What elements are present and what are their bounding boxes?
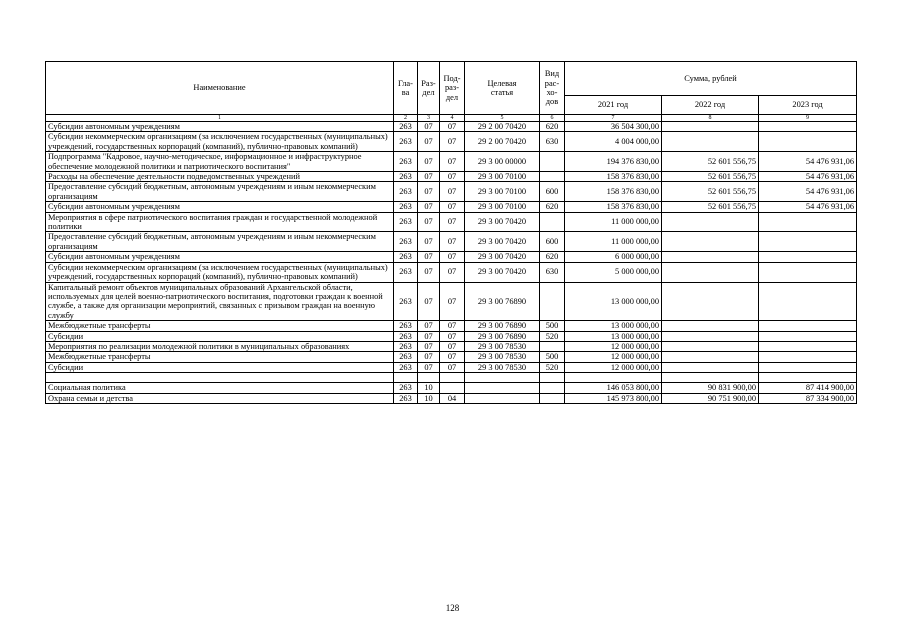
row-target: 29 3 00 78530	[465, 362, 540, 372]
table-row	[46, 172, 857, 182]
row-expense-type: 630	[540, 132, 565, 152]
row-expense-type: 500	[540, 352, 565, 362]
row-sum-2022: 90 751 900,00	[662, 393, 759, 403]
row-target	[465, 383, 540, 393]
row-chapter: 263	[394, 362, 418, 372]
row-sum-2022	[662, 331, 759, 341]
row-chapter: 263	[394, 321, 418, 331]
row-sum-2023	[759, 352, 857, 362]
row-target: 29 3 00 00000	[465, 152, 540, 172]
row-section: 07	[418, 152, 440, 172]
row-section: 10	[418, 393, 440, 403]
row-name: Предоставление субсидий бюджетным, автономным учреждениям и иным некоммерческим организациям	[46, 182, 394, 202]
column-number: 4	[440, 115, 465, 122]
row-name: Мероприятия в сфере патриотического воспитания граждан и государственной молодежной политики	[46, 212, 394, 232]
row-sum-2021: 12 000 000,00	[565, 362, 662, 372]
table-row	[46, 182, 857, 202]
row-subsection: 07	[440, 152, 465, 172]
table-row	[46, 152, 857, 172]
row-subsection: 07	[440, 172, 465, 182]
table-row	[46, 212, 857, 232]
row-chapter: 263	[394, 232, 418, 252]
row-target: 29 3 00 76890	[465, 282, 540, 321]
row-sum-2021: 13 000 000,00	[565, 331, 662, 341]
row-expense-type	[540, 341, 565, 351]
row-chapter: 263	[394, 202, 418, 212]
page-number: 128	[445, 603, 460, 613]
header-year-2023: 2023 год	[759, 96, 857, 115]
column-number: 3	[418, 115, 440, 122]
row-subsection: 07	[440, 262, 465, 282]
row-sum-2022	[662, 262, 759, 282]
row-expense-type	[540, 383, 565, 393]
row-target: 29 3 00 76890	[465, 321, 540, 331]
row-name: Субсидии автономным учреждениям	[46, 202, 394, 212]
row-target: 29 3 00 70420	[465, 262, 540, 282]
row-name: Капитальный ремонт объектов муниципальных образований Архангельской области, используемых для целей военно-патриотического воспитания, подготовки граждан к военной службе, а также для организации мероприятий, связанных с призывом граждан на военную службу	[46, 282, 394, 321]
table-row	[46, 262, 857, 282]
table-row	[46, 341, 857, 351]
row-sum-2023	[759, 282, 857, 321]
row-sum-2021: 158 376 830,00	[565, 182, 662, 202]
row-sum-2023: 87 414 900,00	[759, 383, 857, 393]
row-expense-type: 520	[540, 331, 565, 341]
header-section: Раз- дел	[418, 62, 440, 115]
row-expense-type	[540, 282, 565, 321]
row-sum-2021: 36 504 300,00	[565, 122, 662, 132]
row-name: Субсидии автономным учреждениям	[46, 122, 394, 132]
row-sum-2021: 11 000 000,00	[565, 212, 662, 232]
row-expense-type: 620	[540, 202, 565, 212]
row-section: 07	[418, 182, 440, 202]
header-year-2022: 2022 год	[662, 96, 759, 115]
row-sum-2022	[662, 232, 759, 252]
empty-cell	[662, 373, 759, 383]
empty-cell	[418, 373, 440, 383]
row-sum-2021: 194 376 830,00	[565, 152, 662, 172]
table-row	[46, 362, 857, 372]
header-sum: Сумма, рублей	[565, 62, 857, 96]
row-expense-type	[540, 393, 565, 403]
row-sum-2023	[759, 212, 857, 232]
row-expense-type: 630	[540, 262, 565, 282]
row-chapter: 263	[394, 132, 418, 152]
table-row	[46, 352, 857, 362]
row-subsection: 04	[440, 393, 465, 403]
row-expense-type: 600	[540, 232, 565, 252]
empty-cell	[46, 373, 394, 383]
row-sum-2021: 158 376 830,00	[565, 202, 662, 212]
row-section: 07	[418, 132, 440, 152]
row-sum-2023	[759, 321, 857, 331]
row-sum-2023: 87 334 900,00	[759, 393, 857, 403]
row-target: 29 3 00 70420	[465, 252, 540, 262]
row-name: Расходы на обеспечение деятельности подведомственных учреждений	[46, 172, 394, 182]
row-sum-2021: 13 000 000,00	[565, 282, 662, 321]
row-expense-type: 520	[540, 362, 565, 372]
row-section: 07	[418, 362, 440, 372]
row-name: Субсидии	[46, 362, 394, 372]
row-sum-2021: 6 000 000,00	[565, 252, 662, 262]
empty-cell	[540, 373, 565, 383]
row-sum-2023	[759, 132, 857, 152]
row-section: 07	[418, 212, 440, 232]
row-sum-2023: 54 476 931,06	[759, 172, 857, 182]
row-chapter: 263	[394, 212, 418, 232]
row-chapter: 263	[394, 172, 418, 182]
row-expense-type: 620	[540, 122, 565, 132]
row-name: Предоставление субсидий бюджетным, автономным учреждениям и иным некоммерческим организациям	[46, 232, 394, 252]
header-target: Целевая статья	[465, 62, 540, 115]
row-sum-2021: 13 000 000,00	[565, 321, 662, 331]
row-sum-2022	[662, 212, 759, 232]
row-subsection: 07	[440, 362, 465, 372]
row-expense-type: 500	[540, 321, 565, 331]
row-sum-2021: 146 053 800,00	[565, 383, 662, 393]
row-sum-2022: 52 601 556,75	[662, 172, 759, 182]
row-sum-2022	[662, 362, 759, 372]
column-number: 8	[662, 115, 759, 122]
row-name: Подпрограмма "Кадровое, научно-методическое, информационное и инфраструктурное обеспечение молодежной политики и патриотического воспитания"	[46, 152, 394, 172]
row-sum-2021: 12 000 000,00	[565, 341, 662, 351]
row-chapter: 263	[394, 122, 418, 132]
row-name: Охрана семьи и детства	[46, 393, 394, 403]
row-sum-2022	[662, 341, 759, 351]
header-name: Наименование	[46, 62, 394, 115]
row-name: Социальная политика	[46, 383, 394, 393]
row-subsection: 07	[440, 202, 465, 212]
row-target: 29 3 00 78530	[465, 341, 540, 351]
row-sum-2022	[662, 282, 759, 321]
row-section: 07	[418, 252, 440, 262]
row-sum-2023	[759, 262, 857, 282]
row-sum-2022: 52 601 556,75	[662, 182, 759, 202]
empty-cell	[440, 373, 465, 383]
row-chapter: 263	[394, 182, 418, 202]
row-subsection: 07	[440, 122, 465, 132]
row-sum-2021: 4 004 000,00	[565, 132, 662, 152]
row-name: Субсидии	[46, 331, 394, 341]
row-chapter: 263	[394, 152, 418, 172]
row-expense-type	[540, 172, 565, 182]
row-sum-2023	[759, 122, 857, 132]
row-chapter: 263	[394, 393, 418, 403]
row-sum-2022: 52 601 556,75	[662, 152, 759, 172]
column-number: 5	[465, 115, 540, 122]
empty-cell	[465, 373, 540, 383]
table-row	[46, 252, 857, 262]
budget-table	[45, 61, 857, 404]
row-target: 29 3 00 76890	[465, 331, 540, 341]
table-row	[46, 321, 857, 331]
row-subsection: 07	[440, 132, 465, 152]
row-sum-2023: 54 476 931,06	[759, 202, 857, 212]
row-chapter: 263	[394, 262, 418, 282]
row-subsection: 07	[440, 182, 465, 202]
row-subsection	[440, 383, 465, 393]
row-sum-2021: 158 376 830,00	[565, 172, 662, 182]
row-target: 29 3 00 70100	[465, 182, 540, 202]
row-subsection: 07	[440, 321, 465, 331]
row-name: Субсидии некоммерческим организациям (за исключением государственных (муниципальных) учреждений, государственных корпораций (компаний), публично-правовых компаний)	[46, 262, 394, 282]
row-name: Субсидии некоммерческим организациям (за исключением государственных (муниципальных) учреждений, государственных корпораций (компаний), публично-правовых компаний)	[46, 132, 394, 152]
header-row	[46, 62, 857, 96]
row-sum-2023: 54 476 931,06	[759, 182, 857, 202]
row-subsection: 07	[440, 331, 465, 341]
row-expense-type: 620	[540, 252, 565, 262]
column-number: 7	[565, 115, 662, 122]
row-chapter: 263	[394, 282, 418, 321]
row-sum-2021: 145 973 800,00	[565, 393, 662, 403]
column-number: 1	[46, 115, 394, 122]
row-name: Субсидии автономным учреждениям	[46, 252, 394, 262]
row-section: 07	[418, 262, 440, 282]
row-sum-2023: 54 476 931,06	[759, 152, 857, 172]
row-sum-2022	[662, 132, 759, 152]
row-section: 07	[418, 122, 440, 132]
row-chapter: 263	[394, 383, 418, 393]
table-row	[46, 232, 857, 252]
row-section: 07	[418, 321, 440, 331]
column-number: 6	[540, 115, 565, 122]
row-chapter: 263	[394, 331, 418, 341]
row-expense-type: 600	[540, 182, 565, 202]
row-section: 07	[418, 172, 440, 182]
row-target: 29 2 00 70420	[465, 132, 540, 152]
table-row	[46, 393, 857, 403]
row-section: 07	[418, 352, 440, 362]
row-subsection: 07	[440, 282, 465, 321]
table-row	[46, 122, 857, 132]
row-name: Мероприятия по реализации молодежной политики в муниципальных образованиях	[46, 341, 394, 351]
table-row	[46, 282, 857, 321]
row-target: 29 3 00 70100	[465, 202, 540, 212]
header-chapter: Гла- ва	[394, 62, 418, 115]
row-sum-2022: 90 831 900,00	[662, 383, 759, 393]
row-section: 07	[418, 232, 440, 252]
row-target: 29 3 00 78530	[465, 352, 540, 362]
row-chapter: 263	[394, 341, 418, 351]
row-sum-2022	[662, 352, 759, 362]
header-expense-type: Вид рас- хо- дов	[540, 62, 565, 115]
table-row	[46, 202, 857, 212]
empty-cell	[759, 373, 857, 383]
header-year-2021: 2021 год	[565, 96, 662, 115]
empty-cell	[565, 373, 662, 383]
column-number: 9	[759, 115, 857, 122]
row-sum-2023	[759, 252, 857, 262]
table-body	[46, 122, 857, 404]
column-number: 2	[394, 115, 418, 122]
row-subsection: 07	[440, 352, 465, 362]
table-row	[46, 383, 857, 393]
row-sum-2022	[662, 122, 759, 132]
row-sum-2023	[759, 331, 857, 341]
header-subsection: Под- раз- дел	[440, 62, 465, 115]
row-section: 07	[418, 331, 440, 341]
row-sum-2023	[759, 362, 857, 372]
row-section: 10	[418, 383, 440, 393]
row-sum-2021: 5 000 000,00	[565, 262, 662, 282]
row-target: 29 3 00 70420	[465, 232, 540, 252]
row-sum-2022	[662, 321, 759, 331]
empty-cell	[394, 373, 418, 383]
row-name: Межбюджетные трансферты	[46, 352, 394, 362]
table-row	[46, 331, 857, 341]
row-sum-2021: 12 000 000,00	[565, 352, 662, 362]
row-sum-2021: 11 000 000,00	[565, 232, 662, 252]
row-sum-2022: 52 601 556,75	[662, 202, 759, 212]
row-target: 29 3 00 70420	[465, 212, 540, 232]
row-section: 07	[418, 202, 440, 212]
row-target: 29 2 00 70420	[465, 122, 540, 132]
table-row	[46, 373, 857, 383]
row-expense-type	[540, 212, 565, 232]
row-sum-2023	[759, 232, 857, 252]
row-target: 29 3 00 70100	[465, 172, 540, 182]
row-name: Межбюджетные трансферты	[46, 321, 394, 331]
row-expense-type	[540, 152, 565, 172]
row-sum-2023	[759, 341, 857, 351]
row-chapter: 263	[394, 252, 418, 262]
row-subsection: 07	[440, 232, 465, 252]
table-row	[46, 132, 857, 152]
row-section: 07	[418, 341, 440, 351]
row-section: 07	[418, 282, 440, 321]
row-sum-2022	[662, 252, 759, 262]
row-subsection: 07	[440, 252, 465, 262]
row-subsection: 07	[440, 341, 465, 351]
column-number-row	[46, 115, 857, 122]
row-target	[465, 393, 540, 403]
row-subsection: 07	[440, 212, 465, 232]
row-chapter: 263	[394, 352, 418, 362]
